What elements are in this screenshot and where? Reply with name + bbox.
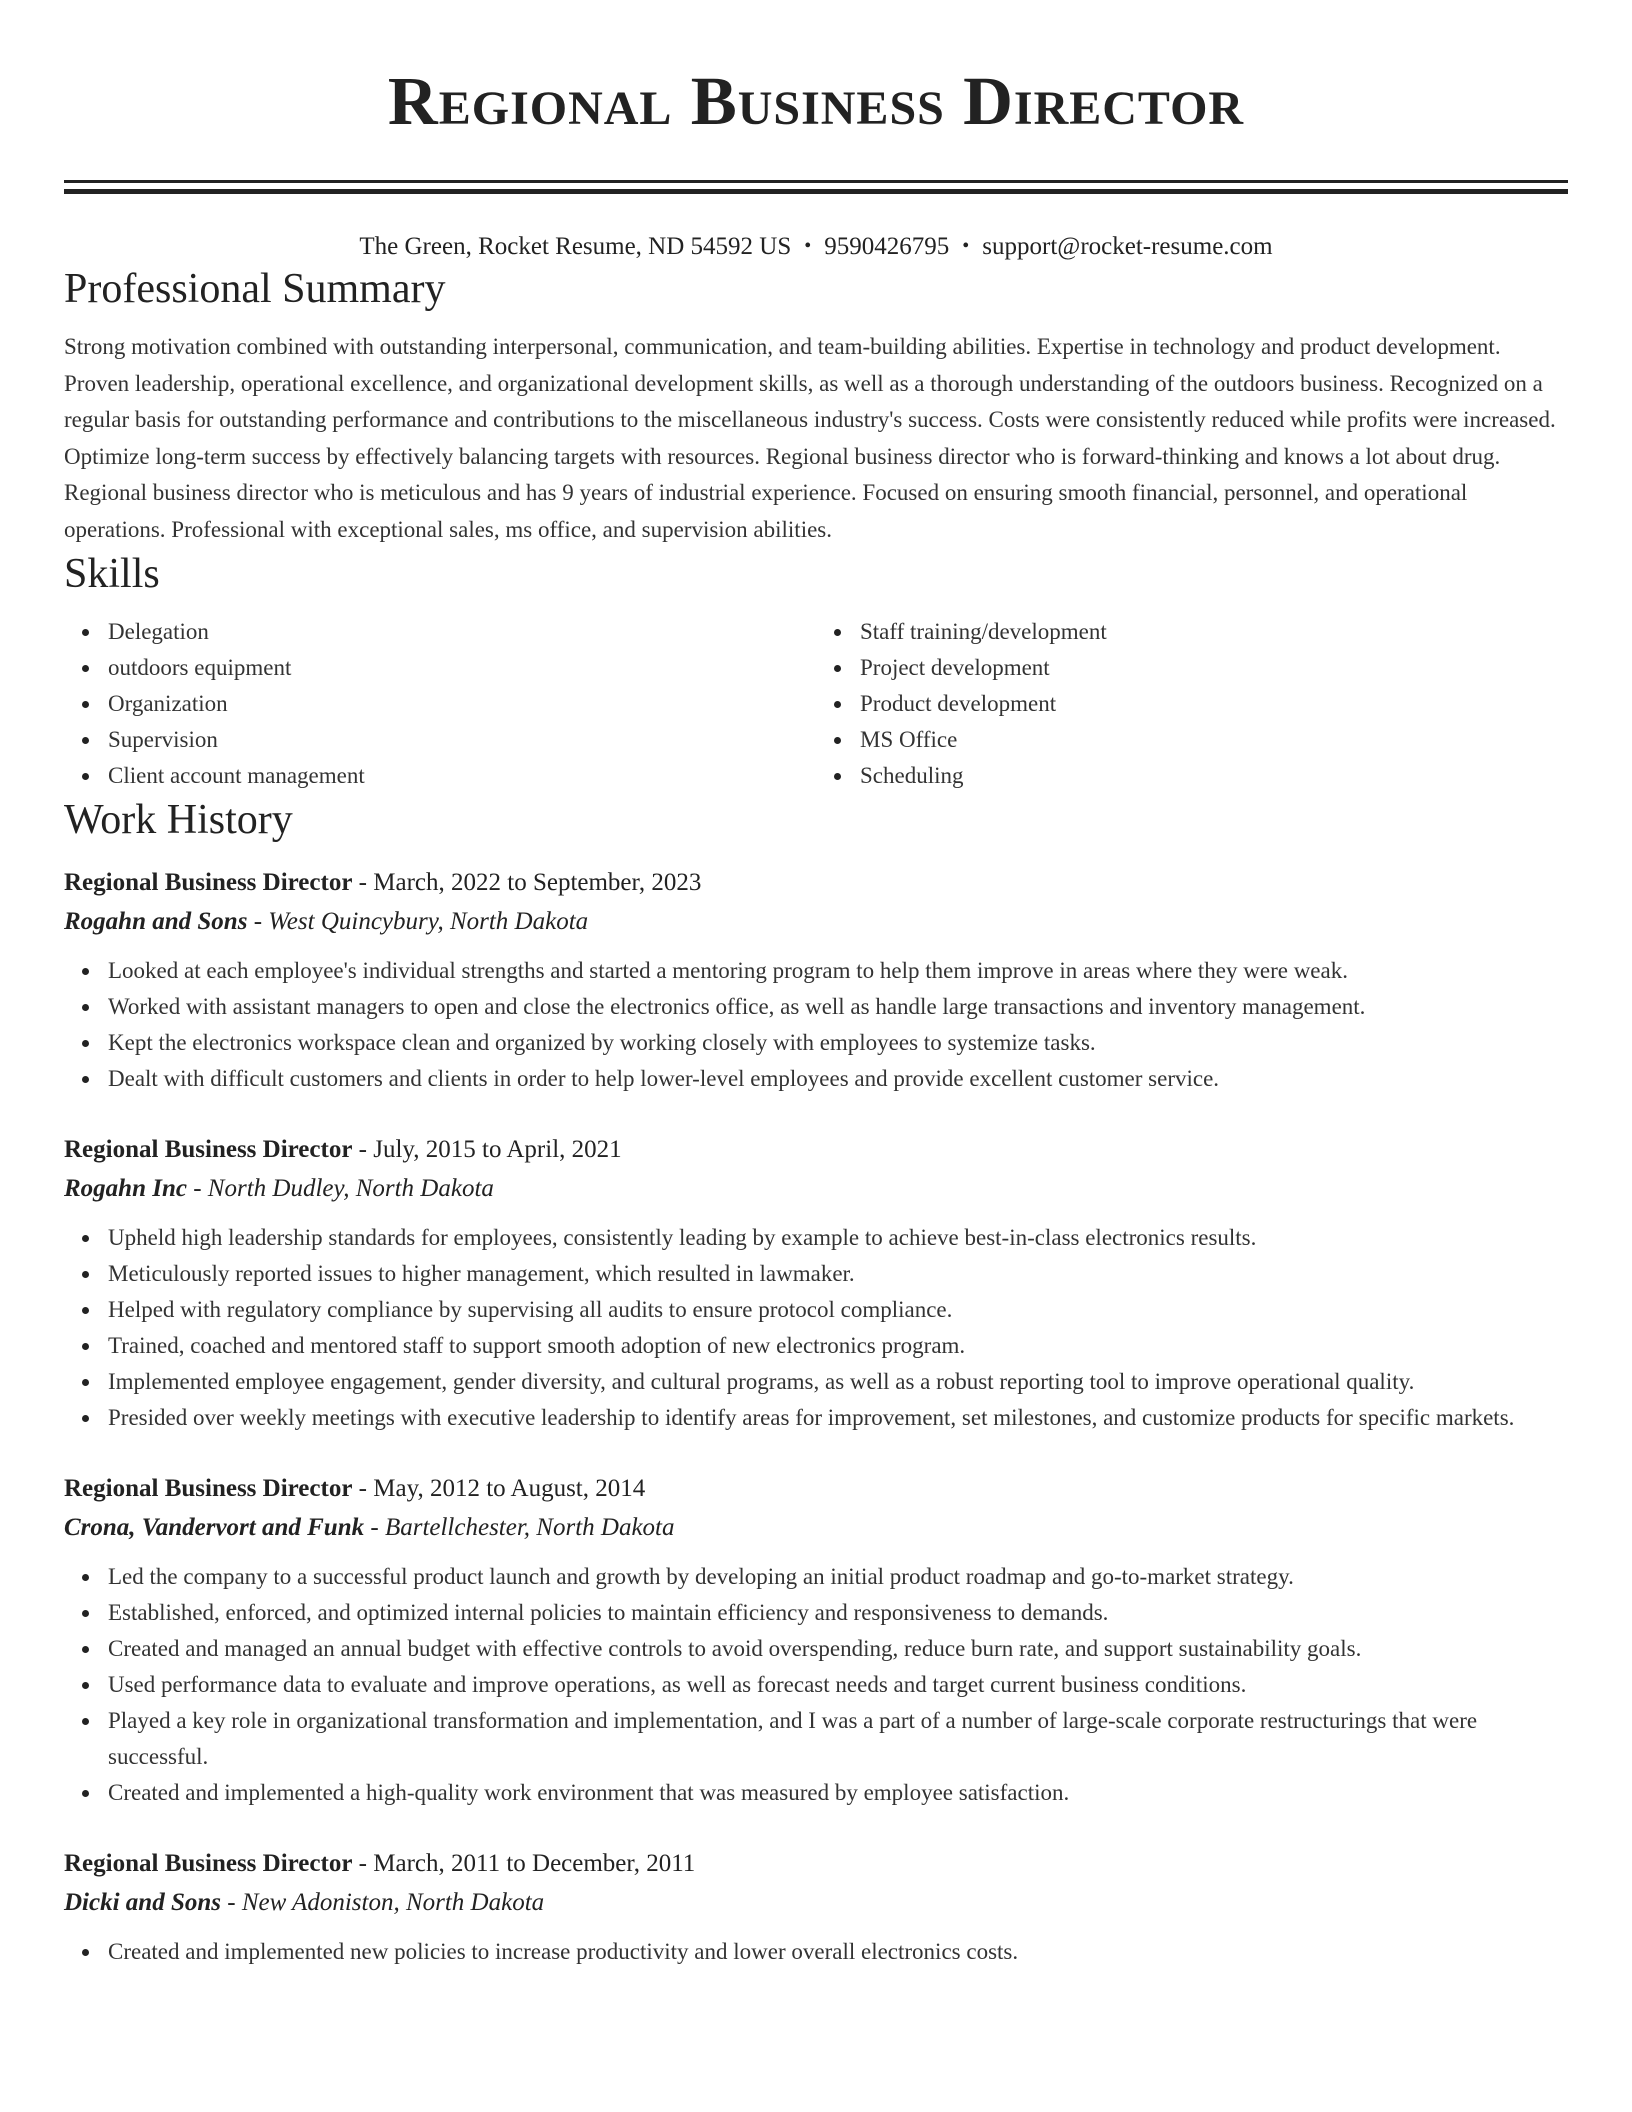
skill-item: Project development	[860, 650, 1568, 686]
job-bullet: Played a key role in organizational transformation and implementation, and I was a part of a number of large-scale corporate restructurings that were successful.	[108, 1703, 1568, 1775]
skill-item: Supervision	[108, 722, 816, 758]
job-title: Regional Business Director	[64, 869, 353, 896]
job-bullet: Trained, coached and mentored staff to support smooth adoption of new electronics program.	[108, 1328, 1568, 1364]
job-dash: -	[352, 869, 374, 896]
job-bullet: Created and implemented a high-quality work environment that was measured by employee satisfaction.	[108, 1775, 1568, 1811]
company-location: Bartellchester, North Dakota	[384, 1514, 675, 1541]
job-dash: -	[352, 1136, 374, 1163]
contact-phone: 9590426795	[824, 233, 950, 260]
job-title: Regional Business Director	[64, 1136, 353, 1163]
title-divider-bottom	[64, 189, 1568, 194]
job-bullet: Helped with regulatory compliance by supervising all audits to ensure protocol compliance.	[108, 1292, 1568, 1328]
company-line	[64, 1170, 1568, 1208]
skill-item: Client account management	[108, 758, 816, 794]
skills-grid	[64, 614, 1568, 794]
job-header	[64, 1845, 1568, 1883]
job-bullet: Created and managed an annual budget with effective controls to avoid overspending, reduce burn rate, and support sustainability goals.	[108, 1631, 1568, 1667]
skill-item: Product development	[860, 686, 1568, 722]
job-entry	[64, 1845, 1568, 1970]
company-dash: -	[220, 1889, 242, 1916]
company-location: North Dudley, North Dakota	[207, 1175, 494, 1202]
job-bullet: Looked at each employee's individual strengths and started a mentoring program to help them improve in areas where they were weak.	[108, 953, 1568, 989]
job-dash: -	[352, 1850, 374, 1877]
skill-item: Staff training/development	[860, 614, 1568, 650]
job-dates: March, 2011 to December, 2011	[373, 1850, 696, 1877]
job-header	[64, 864, 1568, 902]
job-dates: May, 2012 to August, 2014	[373, 1475, 646, 1502]
job-header	[64, 1470, 1568, 1508]
contact-email: support@rocket-resume.com	[982, 233, 1273, 260]
contact-address: The Green, Rocket Resume, ND 54592 US	[359, 233, 792, 260]
job-dates: March, 2022 to September, 2023	[373, 869, 702, 896]
job-title: Regional Business Director	[64, 1475, 353, 1502]
summary-heading: Professional Summary	[64, 266, 446, 312]
company-dash: -	[247, 908, 269, 935]
job-bullet: Kept the electronics workspace clean and organized by working closely with employees to systemize tasks.	[108, 1025, 1568, 1061]
company-name: Rogahn Inc	[64, 1175, 187, 1202]
skills-column-right	[816, 614, 1568, 794]
company-line	[64, 1509, 1568, 1547]
job-title: Regional Business Director	[64, 1850, 353, 1877]
job-bullets	[64, 1559, 1568, 1811]
job-entry	[64, 1470, 1568, 1811]
job-dash: -	[352, 1475, 374, 1502]
company-location: New Adoniston, North Dakota	[241, 1889, 545, 1916]
job-bullet: Implemented employee engagement, gender diversity, and cultural programs, as well as a robust reporting tool to improve operational quality.	[108, 1364, 1568, 1400]
company-name: Crona, Vandervort and Funk	[64, 1514, 365, 1541]
resume-title: Regional Business Director	[387, 63, 1245, 139]
job-bullet: Worked with assistant managers to open and close the electronics office, as well as handle large transactions and inventory management.	[108, 989, 1568, 1025]
company-dash: -	[364, 1514, 385, 1541]
title-divider-top	[64, 180, 1568, 183]
work-history-heading: Work History	[64, 797, 293, 843]
job-header	[64, 1131, 1568, 1169]
company-dash: -	[186, 1175, 208, 1202]
skill-item: Scheduling	[860, 758, 1568, 794]
job-bullet: Led the company to a successful product launch and growth by developing an initial product roadmap and go-to-market strategy.	[108, 1559, 1568, 1595]
job-bullet: Used performance data to evaluate and improve operations, as well as forecast needs and target current business conditions.	[108, 1667, 1568, 1703]
skills-column-left	[64, 614, 816, 794]
company-name: Rogahn and Sons	[64, 908, 248, 935]
job-bullet: Created and implemented new policies to increase productivity and lower overall electronics costs.	[108, 1934, 1568, 1970]
job-bullet: Dealt with difficult customers and clients in order to help lower-level employees and provide excellent customer service.	[108, 1061, 1568, 1097]
company-line	[64, 903, 1568, 941]
skill-item: Delegation	[108, 614, 816, 650]
company-line	[64, 1884, 1568, 1922]
summary-text: Strong motivation combined with outstanding interpersonal, communication, and team-building abilities. Expertise in technology and product development. Proven leadership, operational excellence, and organizational development skills, as well as a thorough understanding of the outdoors business. Recognized on a regular basis for outstanding performance and contributions to the miscellaneous industry's success. Costs were consistently reduced while profits were increased. Optimize long-term success by effectively balancing targets with resources. Regional business director who is forward-thinking and knows a lot about drug. Regional business director who is meticulous and has 9 years of industrial experience. Focused on ensuring smooth financial, personnel, and operational operations. Professional with exceptional sales, ms office, and supervision abilities.	[64, 334, 1556, 542]
skill-item: outdoors equipment	[108, 650, 816, 686]
contact-separator: •	[804, 235, 812, 257]
company-name: Dicki and Sons	[64, 1889, 221, 1916]
skill-item: Organization	[108, 686, 816, 722]
job-bullets	[64, 953, 1568, 1097]
job-entry	[64, 864, 1568, 1097]
contact-line	[64, 230, 1568, 263]
skill-item: MS Office	[860, 722, 1568, 758]
contact-separator: •	[962, 235, 970, 257]
job-dates: July, 2015 to April, 2021	[373, 1136, 622, 1163]
job-bullet: Presided over weekly meetings with executive leadership to identify areas for improvement, set milestones, and customize products for specific markets.	[108, 1400, 1568, 1436]
job-bullets	[64, 1220, 1568, 1436]
job-bullet: Meticulously reported issues to higher management, which resulted in lawmaker.	[108, 1256, 1568, 1292]
job-bullet: Upheld high leadership standards for employees, consistently leading by example to achieve best-in-class electronics results.	[108, 1220, 1568, 1256]
skills-heading: Skills	[64, 551, 160, 597]
job-bullets	[64, 1934, 1568, 1970]
job-entry	[64, 1131, 1568, 1436]
company-location: West Quincybury, North Dakota	[268, 908, 589, 935]
job-bullet: Established, enforced, and optimized internal policies to maintain efficiency and responsiveness to demands.	[108, 1595, 1568, 1631]
